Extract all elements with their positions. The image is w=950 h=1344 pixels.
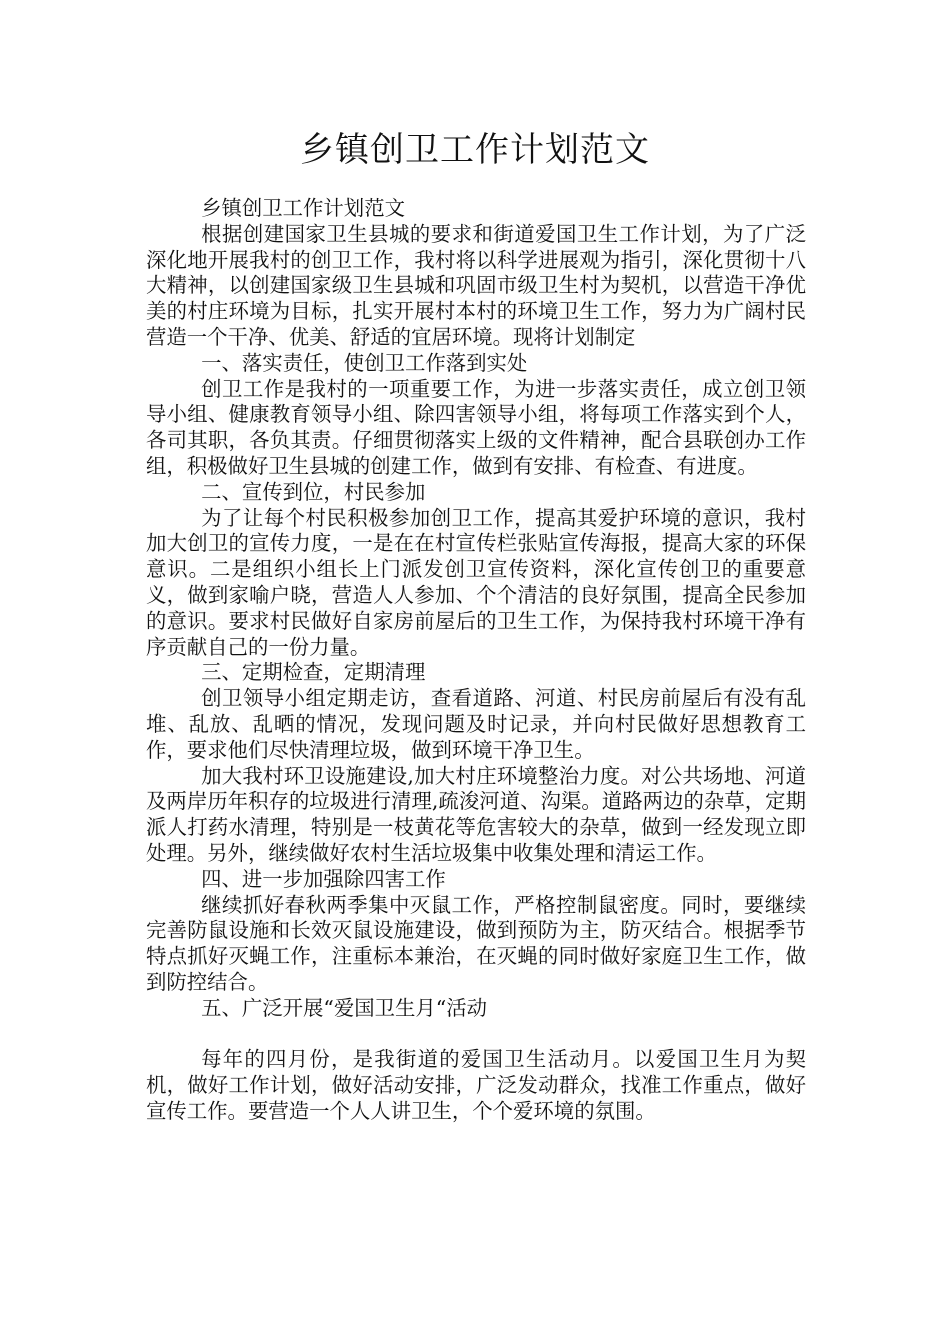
paragraph-section-2: 为了让每个村民积极参加创卫工作，提高其爱护环境的意识，我村加大创卫的宣传力度，一是在在村宣传栏张贴宣传海报，提高大家的环保意识。二是组织小组长上门派发创卫宣传资料，深化宣传创卫的重要意义，做到家喻户晓，营造人人参加、个个清洁的良好氛围，提高全民参加的意识。要求村民做好自家房前屋后的卫生工作，为保持我村环境干净有序贡献自己的一份力量。 [146, 505, 806, 659]
paragraph-subtitle: 乡镇创卫工作计划范文 [201, 196, 405, 220]
paragraph-section-5: 每年的四月份，是我街道的爱国卫生活动月。以爱国卫生月为契机，做好工作计划，做好活动安排，广泛发动群众，找准工作重点，做好宣传工作。要营造一个人人讲卫生，个个爱环境的氛围。 [146, 1047, 806, 1123]
section-heading-4: 四、进一步加强除四害工作 [201, 866, 446, 891]
document-body [146, 196, 806, 1125]
paragraph-section-3a: 创卫领导小组定期走访，查看道路、河道、村民房前屋后有没有乱堆、乱放、乱晒的情况，发现问题及时记录，并向村民做好思想教育工作，要求他们尽快清理垃圾，做到环境干净卫生。 [146, 686, 806, 762]
paragraph-intro: 根据创建国家卫生县城的要求和街道爱国卫生工作计划，为了广泛深化地开展我村的创卫工作，我村将以科学进展观为指引，深化贯彻十八大精神，以创建国家级卫生县城和巩固市级卫生村为契机，以营造干净优美的村庄环境为目标，扎实开展村本村的环境卫生工作，努力为广阔村民营造一个干净、优美、舒适的宜居环境。现将计划制定 [146, 221, 806, 349]
paragraph-section-4: 继续抓好春秋两季集中灭鼠工作，严格控制鼠密度。同时，要继续完善防鼠设施和长效灭鼠设施建设，做到预防为主，防灭结合。根据季节特点抓好灭蝇工作，注重标本兼治，在灭蝇的同时做好家庭卫生工作，做到防控结合。 [146, 892, 806, 994]
section-heading-5: 五、广泛开展“爱国卫生月“活动 [201, 995, 488, 1020]
section-heading-2: 二、宣传到位，村民参加 [201, 479, 426, 504]
section-heading-3: 三、定期检查，定期清理 [201, 660, 426, 685]
document-title: 乡镇创卫工作计划范文 [300, 130, 650, 170]
paragraph-section-1: 创卫工作是我村的一项重要工作，为进一步落实责任，成立创卫领导小组、健康教育领导小组、除四害领导小组，将每项工作落实到个人，各司其职，各负其责。仔细贯彻落实上级的文件精神，配合县联创办工作组，积极做好卫生县城的创建工作，做到有安排、有检查、有进度。 [146, 376, 806, 478]
paragraph-section-3b: 加大我村环卫设施建设,加大村庄环境整治力度。对公共场地、河道及两岸历年积存的垃圾进行清理,疏浚河道、沟渠。道路两边的杂草，定期派人打药水清理，特别是一枝黄花等危害较大的杂草，做到一经发现立即处理。另外，继续做好农村生活垃圾集中收集处理和清运工作。 [146, 763, 806, 865]
blank-line [146, 1022, 806, 1048]
section-heading-1: 一、落实责任，使创卫工作落到实处 [201, 350, 528, 375]
